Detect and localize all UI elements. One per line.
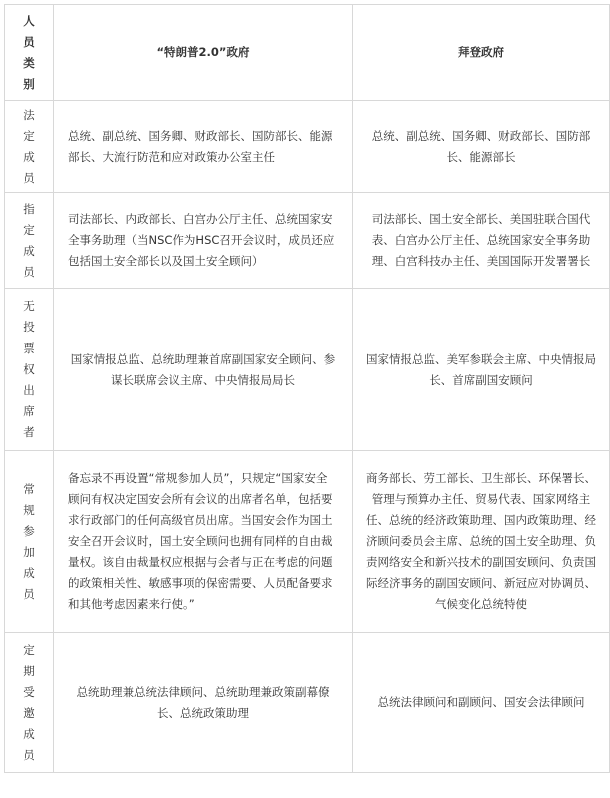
row-trump-cell: 总统、副总统、国务卿、财政部长、国防部长、能源部长、大流行防范和应对政策办公室主任 — [54, 101, 353, 193]
row-category — [5, 289, 54, 451]
row-biden-cell: 总统、副总统、国务卿、财政部长、国防部长、能源部长 — [353, 101, 610, 193]
row-trump-cell: 司法部长、内政部长、白宫办公厅主任、总统国家安全事务助理（当NSC作为HSC召开会议时，成员还应包括国土安全部长以及国土安全顾问） — [54, 193, 353, 289]
row-category — [5, 101, 54, 193]
row-category-text: 定期受邀成员 — [23, 642, 35, 762]
row-category-text: 法定成员 — [23, 107, 35, 185]
table-row — [5, 633, 610, 773]
table-row — [5, 193, 610, 289]
row-category — [5, 633, 54, 773]
row-category — [5, 193, 54, 289]
table-row — [5, 101, 610, 193]
header-biden: 拜登政府 — [353, 5, 610, 101]
nsc-membership-table — [4, 4, 610, 773]
row-biden-cell: 总统法律顾问和副顾问、国安会法律顾问 — [353, 633, 610, 773]
table-row — [5, 451, 610, 633]
row-biden-cell: 司法部长、国土安全部长、美国驻联合国代表、白宫办公厅主任、总统国家安全事务助理、白宫科技办主任、美国国际开发署署长 — [353, 193, 610, 289]
header-trump: “特朗普2.0”政府 — [54, 5, 353, 101]
row-category — [5, 451, 54, 633]
header-row — [5, 5, 610, 101]
header-category — [5, 5, 54, 101]
table-row — [5, 289, 610, 451]
row-trump-cell: 总统助理兼总统法律顾问、总统助理兼政策副幕僚长、总统政策助理 — [54, 633, 353, 773]
header-category-text: 人员类别 — [23, 13, 35, 91]
row-category-text: 指定成员 — [23, 201, 35, 279]
row-category-text: 无投票权出席者 — [23, 299, 35, 439]
row-biden-cell: 商务部长、劳工部长、卫生部长、环保署长、管理与预算办主任、贸易代表、国家网络主任、总统的经济政策助理、国内政策助理、经济顾问委员会主席、总统的国土安全助理、负责网络安全和新兴技术的副国安顾问、负责国际经济事务的副国安顾问、新冠应对协调员、气候变化总统特使 — [353, 451, 610, 633]
row-trump-cell: 备忘录不再设置“常规参加人员”，只规定“国家安全顾问有权决定国安会所有会议的出席者名单，包括要求行政部门的任何高级官员出席。当国安会作为国土安全召开会议时，国土安全顾问也拥有同样的自由裁量权。该自由裁量权应根据与会者与正在考虑的问题的政策相关性、敏感事项的保密需要、人员配备要求和其他考虑因素来行使。” — [54, 451, 353, 633]
row-category-text: 常规参加成员 — [23, 481, 35, 601]
row-trump-cell: 国家情报总监、总统助理兼首席副国家安全顾问、参谋长联席会议主席、中央情报局局长 — [54, 289, 353, 451]
row-biden-cell: 国家情报总监、美军参联会主席、中央情报局长、首席副国安顾问 — [353, 289, 610, 451]
